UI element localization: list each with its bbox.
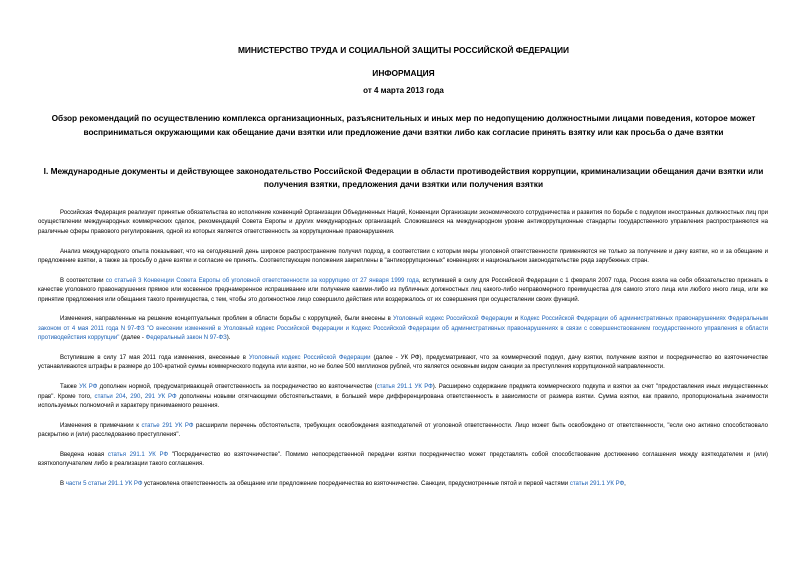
legal-reference-link[interactable]: статье 291 УК РФ (141, 422, 194, 429)
paragraph-text: расширили перечень обстоятельств, требующих освобождения взяткодателей от уголовной ответственности. Лицо может быть освобождено от ответственности, "если оно активно способствовало раскрытию и (или) расследованию преступления". (38, 422, 768, 439)
paragraph-text: (далее - УК РФ), предусматривают, что за коммерческий подкуп, дачу взятки, получение взятки и посредничество во взяточничестве устанавливаются штрафы в размере до 100-кратной суммы коммерческого подкупа или взятки, но не более 500 миллионов рублей, что является основным видом санкции за преступления коррупционной направленности. (38, 355, 769, 371)
paragraph-text: (далее - (119, 335, 146, 342)
paragraph-text: Анализ международного опыта показывает, что на сегодняшний день широкое распространение получил подход, в соответствии с которым меры уголовной ответственности применяются не только за получение и дачу взятки, но и за обещание и предложение взятки, а также за просьбу о даче взятки и согласие ее принять. Соответствующие положения закреплены в "антикоррупционных" конвенциях и национальном законодательстве ряда зарубежных стран. (38, 248, 768, 265)
legal-reference-link[interactable]: статьи 204 (94, 393, 126, 400)
body-paragraph (38, 422, 768, 441)
document-date: от 4 марта 2013 года (363, 86, 444, 95)
legal-reference-link[interactable]: Уголовный кодекс Российской Федерации (248, 355, 371, 362)
legal-reference-link[interactable]: со статьей 3 Конвенции Совета Европы об уголовной ответственности за коррупцию от 27 января 1999 года (105, 277, 419, 284)
legal-reference-link[interactable]: 291 УК РФ (144, 393, 177, 400)
paragraph-text: дополнены новыми отягчающими обстоятельствами, в большей мере дифференцирована ответственность в зависимости от размера взятки. Сумма взятки, как правило, пропорциональна значимости используемых полномочий и характеру принимаемого решения. (38, 393, 768, 410)
legal-reference-link[interactable]: статьи 291.1 УК РФ (569, 481, 625, 488)
legal-reference-link[interactable]: Федеральный закон N 97-ФЗ (145, 335, 227, 342)
body-paragraph (38, 383, 768, 411)
body-paragraph (38, 315, 768, 343)
ministry-heading: МИНИСТЕРСТВО ТРУДА И СОЦИАЛЬНОЙ ЗАЩИТЫ РОССИЙСКОЙ ФЕДЕРАЦИИ (237, 45, 570, 55)
body-paragraph (38, 277, 768, 305)
paragraph-text: ). Расширено содержание предмета коммерческого подкупа и взятки за счет "предоставления иных имущественных прав". Кроме того, (38, 384, 768, 400)
paragraph-text: В соответствии (60, 277, 106, 284)
section-heading: I. Международные документы и действующее законодательство Российской Федерации в области противодействия коррупции, криминализации обещания дачи взятки или получения взятки, предложения дачи взятки или получения взятки (43, 166, 764, 189)
document-type-heading: ИНФОРМАЦИЯ (372, 68, 435, 78)
paragraph-text: "Посредничество во взяточничестве". Помимо непосредственной передачи взятки посредничество может представлять собой способствование достижению соглашения между взяткодателем и (или) взяткополучателем либо в реализации такого соглашения. (38, 452, 768, 468)
paragraph-text: , (140, 393, 145, 400)
legal-reference-link[interactable]: 290 (130, 393, 141, 400)
body-paragraph (38, 480, 768, 489)
legal-reference-link[interactable]: статья 291.1 УК РФ (107, 452, 169, 459)
body-paragraph (38, 354, 768, 373)
paragraph-text: , вступившей в силу для Российской Федерации с 1 февраля 2007 года, Россия взяла на себя обязательство признать в качестве уголовного правонарушения прямое или косвенное преднамеренное испрашивание или получение какими-либо из публичных должностных лиц какого-либо неправомерного преимущества для самого этого лица или любого иного лица, или же принятие предложения или обещания такого преимущества, с тем, чтобы это должностное лицо совершило действия или воздержалось от их совершения при осуществлении своих функций. (38, 277, 768, 303)
body-paragraph (38, 209, 768, 237)
legal-reference-link[interactable]: Кодекс Российской Федерации об административных правонарушениях Федеральным законом от 4 мая 2011 года N 97-ФЗ "О внесении изменений в Уголовный кодекс Российской Федерации и Кодекс Российской Федерации об административных правонарушениях в связи с совершенствованием государственного управления в области противодействия коррупции" (38, 316, 768, 342)
paragraph-text: Также (60, 384, 80, 391)
document-body (38, 209, 768, 500)
legal-reference-link[interactable]: Уголовный кодекс Российской Федерации (393, 316, 513, 323)
paragraph-text: Введена новая (60, 452, 108, 459)
legal-reference-link[interactable]: части 5 статьи 291.1 УК РФ (65, 481, 143, 488)
paragraph-text: Изменения, направленные на решение концептуальных проблем в области борьбы с коррупцией, были внесены в (60, 316, 394, 323)
paragraph-text: и (512, 316, 521, 323)
body-paragraph (38, 451, 768, 470)
body-paragraph (38, 248, 768, 267)
paragraph-text: В (60, 481, 66, 488)
paragraph-text: дополнен нормой, предусматривающей ответственность за посредничество во взяточничестве ( (97, 384, 377, 391)
document-title: Обзор рекомендаций по осуществлению комплекса организационных, разъяснительных и иных мер по недопущению должностными лицами поведения, которое может восприниматься окружающими как обещание дачи взятки или предложение дачи взятки либо как согласие принять взятку или как просьба о даче взятки (51, 113, 756, 137)
paragraph-text: Вступившие в силу 17 мая 2011 года изменения, внесенные в (60, 355, 249, 362)
paragraph-text: Российская Федерация реализует принятые обязательства во исполнение конвенций Организации Объединенных Наций, Конвенции Организации экономического сотрудничества и развития по борьбе с подкупом иностранных должностных лиц при осуществлении международных коммерческих сделок, рекомендаций Совета Европы и других международных организаций. Сложившиеся на международном уровне антикоррупционные стандарты государственного управления распространяются на различные сферы правового регулирования, одной из которых является ответственность за коррупционные правонарушения. (38, 210, 768, 235)
paragraph-text: , (125, 393, 131, 400)
paragraph-text: ). (226, 335, 231, 342)
paragraph-text: Изменения в примечании к (60, 422, 142, 429)
paragraph-text: установлена ответственность за обещание или предложение посредничества во взяточничестве. Санкции, предусмотренные пятой и первой частями (142, 481, 570, 488)
legal-reference-link[interactable]: статья 291.1 УК РФ (376, 384, 433, 391)
legal-reference-link[interactable]: УК РФ (79, 384, 98, 391)
paragraph-text: , (624, 481, 626, 488)
